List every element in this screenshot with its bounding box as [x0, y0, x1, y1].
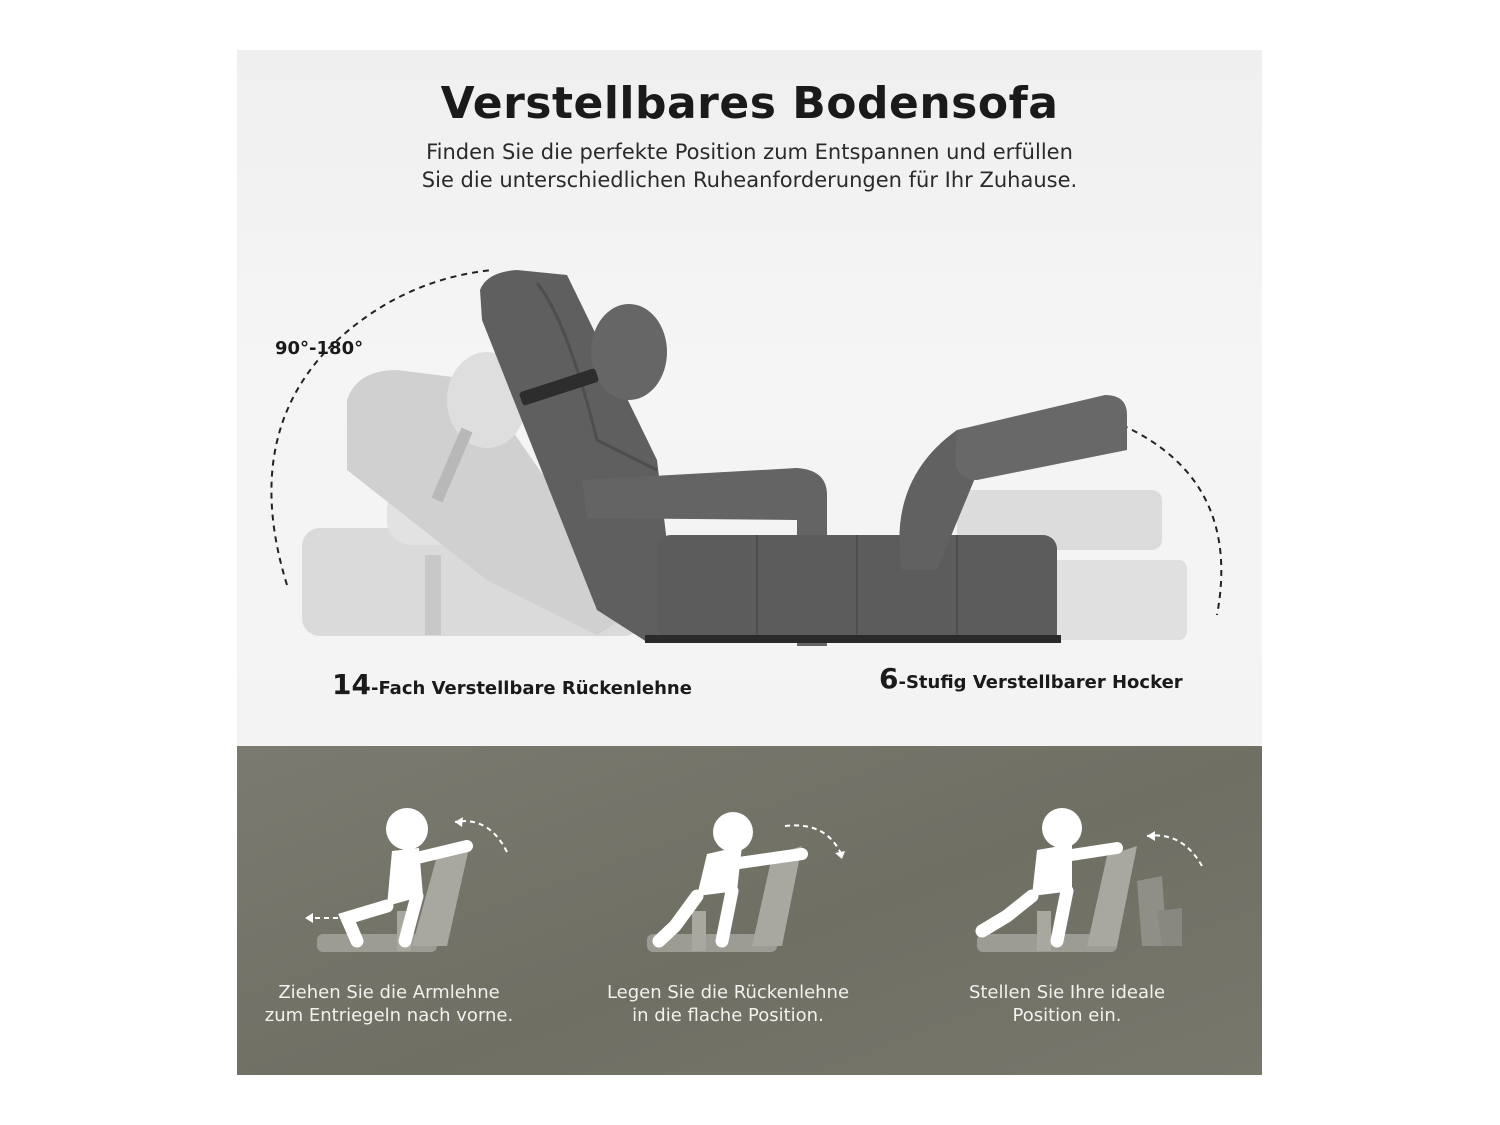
step-3-caption — [917, 981, 1217, 1027]
angle-label: 90°-180° — [275, 338, 364, 359]
footrest-text: -Stufig Verstellbarer Hocker — [898, 672, 1183, 693]
step-3-line-1: Stellen Sie Ihre ideale — [968, 982, 1166, 1003]
subtitle-line-2: Sie die unterschiedlichen Ruheanforderungen für Ihr Zuhause. — [421, 168, 1078, 192]
step-2-illustration — [647, 812, 845, 952]
step-1-caption — [239, 981, 539, 1027]
backrest-number: 14 — [332, 668, 371, 701]
footrest-number: 6 — [879, 662, 899, 695]
step-3-illustration — [977, 808, 1202, 952]
step-2-line-2: in die flache Position. — [632, 1005, 824, 1026]
step-1-line-2: zum Entriegeln nach vorne. — [264, 1005, 514, 1026]
step-2-line-1: Legen Sie die Rückenlehne — [606, 982, 850, 1003]
step-1-line-1: Ziehen Sie die Armlehne — [278, 982, 500, 1003]
step-2-caption — [578, 981, 878, 1027]
sofa-illustration — [237, 50, 1262, 746]
footrest-feature — [879, 662, 1183, 695]
page-title: Verstellbares Bodensofa — [440, 78, 1059, 129]
steps-panel — [237, 746, 1262, 1075]
backrest-feature — [332, 668, 692, 701]
subtitle-line-1: Finden Sie die perfekte Position zum Entspannen und erfüllen — [426, 140, 1073, 164]
backrest-text: -Fach Verstellbare Rückenlehne — [370, 678, 692, 699]
product-infographic — [237, 50, 1262, 1075]
step-3-line-2: Position ein. — [1012, 1005, 1122, 1026]
step-1-illustration — [305, 808, 507, 952]
product-panel — [237, 50, 1262, 746]
